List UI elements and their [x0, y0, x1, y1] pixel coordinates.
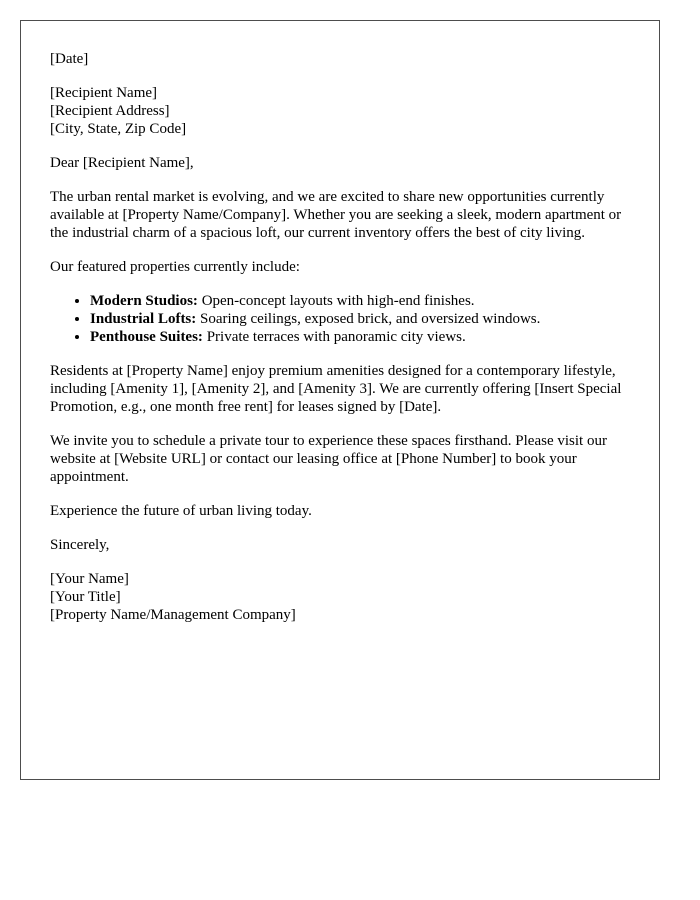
recipient-block: [50, 84, 630, 138]
letter-frame: [20, 20, 660, 780]
feature-description: Open-concept layouts with high-end finishes.: [197, 293, 475, 309]
signoff: Sincerely,: [50, 537, 110, 553]
invitation-paragraph: We invite you to schedule a private tour to experience these spaces firsthand. Please visit our website at [Website URL] or contact our leasing office at [Phone Number] to book your appointment.: [50, 433, 607, 485]
letter-body: [50, 50, 630, 640]
feature-name: Modern Studios:: [90, 293, 198, 309]
feature-name: Industrial Lofts:: [90, 311, 197, 327]
recipient-name: [Recipient Name]: [50, 85, 158, 101]
closing-line: Experience the future of urban living today.: [50, 503, 312, 519]
signature-company: [Property Name/Management Company]: [50, 607, 296, 623]
list-item: [90, 328, 630, 346]
feature-description: Soaring ceilings, exposed brick, and oversized windows.: [196, 311, 541, 327]
salutation: Dear [Recipient Name],: [50, 155, 194, 171]
letter-date: [Date]: [50, 51, 89, 67]
feature-list: [50, 292, 630, 346]
signature-title: [Your Title]: [50, 589, 121, 605]
signature-name: [Your Name]: [50, 571, 129, 587]
intro-paragraph: The urban rental market is evolving, and we are excited to share new opportunities currently available at [Property Name/Company]. Whether you are seeking a sleek, modern apartment or the industrial charm of a spacious loft, our current inventory offers the best of city living.: [50, 189, 622, 241]
list-item: [90, 310, 630, 328]
signature-block: [50, 570, 630, 624]
features-intro: Our featured properties currently include:: [50, 259, 300, 275]
recipient-city-state-zip: [City, State, Zip Code]: [50, 121, 187, 137]
amenities-paragraph: Residents at [Property Name] enjoy premium amenities designed for a contemporary lifestyle, including [Amenity 1], [Amenity 2], and [Amenity 3]. We are currently offering [Insert Special Promotion, e.g., one month free rent] for leases signed by [Date].: [50, 363, 622, 415]
recipient-address: [Recipient Address]: [50, 103, 170, 119]
feature-description: Private terraces with panoramic city views.: [202, 329, 466, 345]
feature-name: Penthouse Suites:: [90, 329, 203, 345]
list-item: [90, 292, 630, 310]
